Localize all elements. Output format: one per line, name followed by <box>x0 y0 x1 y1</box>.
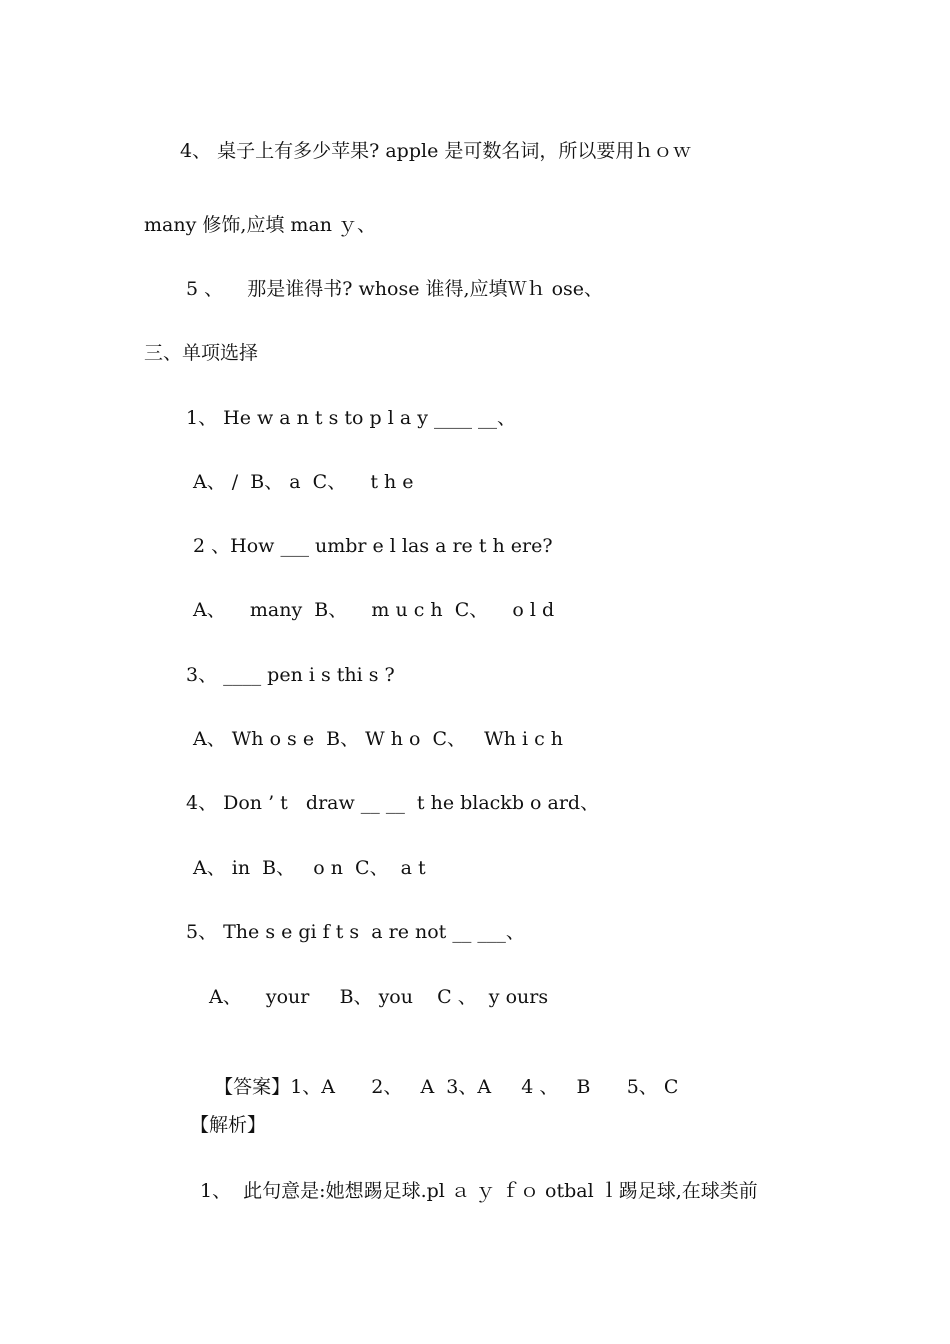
explanation-item-4-line-1: 4、 桌子上有多少苹果? apple 是可数名词，所以要用ｈｏｗ <box>180 140 692 162</box>
question-1-stem: 1、 He w a n t s to p l a y ____ __、 <box>186 407 517 429</box>
answer-text: 1、A 2、 A 3、A 4 、 B 5、 C <box>290 1076 679 1098</box>
question-2-stem: 2 、How ___ umbr e l las a re t h ere? <box>193 535 553 557</box>
answer-label: 【答案】 <box>214 1076 291 1098</box>
question-2-options: A、 many B、 m u c h C、 o l d <box>193 599 555 621</box>
question-3-options: A、 Wh o s e B、 W h o C、 Wh i c h <box>193 728 564 750</box>
question-4-options: A、 in B、 o n C、 a t <box>193 857 426 879</box>
analysis-label: 【解析】 <box>190 1114 267 1136</box>
question-4-stem: 4、 Don ’ t draw __ __ t he blackb o ard、 <box>186 792 600 814</box>
question-5-options: A、 your B、 you C 、 y ours <box>209 986 549 1008</box>
explanation-item-5: 5 、 那是谁得书? whose 谁得,应填Ｗｈ ose、 <box>186 278 603 300</box>
analysis-line-1: 1、 此句意是:她想踢足球.pl ａ ｙ ｆｏ otbal ｌ踢足球,在球类前 <box>200 1180 758 1202</box>
explanation-item-4-line-2: many 修饰,应填 man ｙ、 <box>144 214 377 236</box>
question-3-stem: 3、 ____ pen i s thi s ? <box>186 664 395 686</box>
question-1-options: A、 / B、 a C、 t h e <box>193 471 414 493</box>
question-5-stem: 5、 The s e gi f t s a re not __ ___、 <box>186 921 525 943</box>
section-title: 三、单项选择 <box>144 342 259 364</box>
